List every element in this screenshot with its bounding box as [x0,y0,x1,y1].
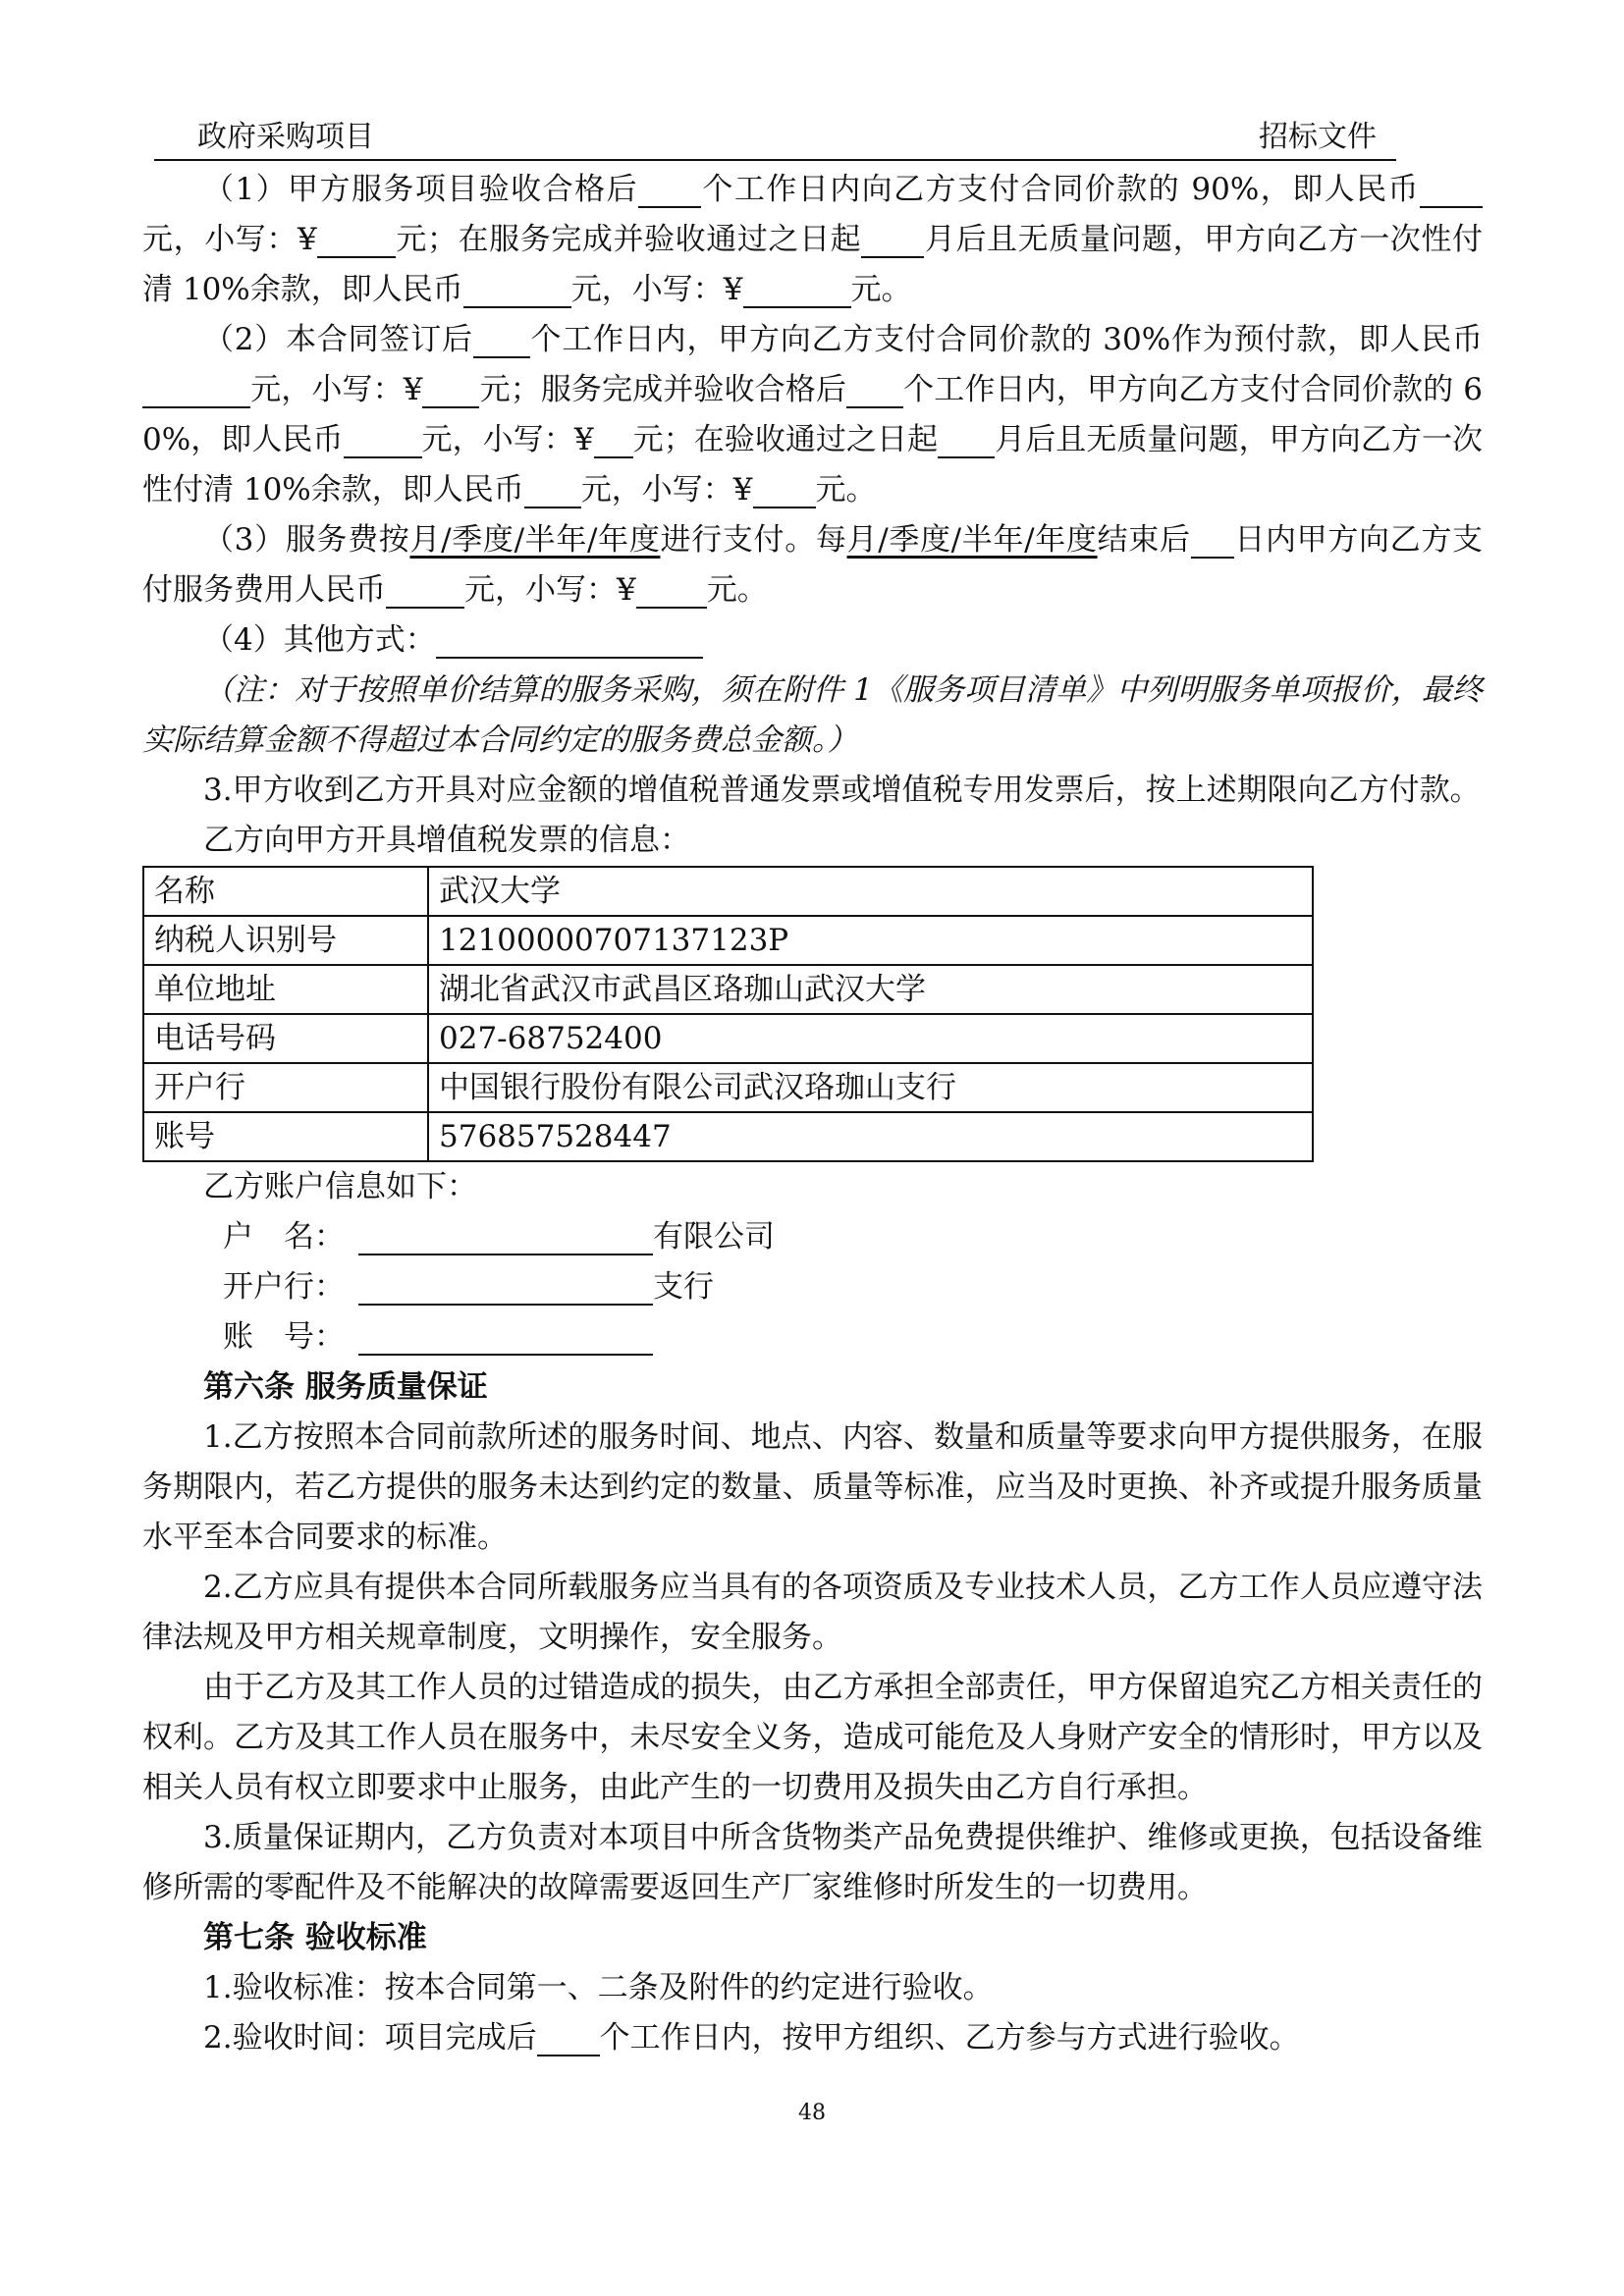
payment-option-4: （4）其他方式： [142,615,1483,666]
blank-field[interactable] [846,374,903,408]
blank-field[interactable] [1420,174,1483,208]
table-value: 武汉大学 [428,867,1313,916]
blank-field[interactable] [422,374,479,408]
blank-field[interactable] [142,374,250,408]
payment-option-1: （1）甲方服务项目验收合格后 个工作日内向乙方支付合同价款的 90%，即人民币元，小写：¥ 元；在服务完成并验收通过之日起 月后且无质量问题，甲方向乙方一次性付清 10%余款，即人民币 元，小写：¥ 元。 [142,172,1484,307]
blank-field[interactable] [1191,524,1234,559]
table-key: 账号 [143,1112,428,1161]
blank-field[interactable] [344,424,422,458]
blank-field[interactable] [743,274,851,308]
table-key: 单位地址 [143,965,428,1014]
page-number: 48 [798,2101,826,2125]
table-row [143,1014,1313,1063]
header-doc-type: 招标文件 [1259,120,1377,154]
table-key: 名称 [143,867,428,916]
table-row [143,916,1313,965]
article-6-clause-1: 1.乙方按照本合同前款所述的服务时间、地点、内容、数量和质量等要求向甲方提供服务，在服务期限内，若乙方提供的服务未达到约定的数量、质量等标准，应当及时更换、补齐或提升服务质量水平至本合同要求的标准。 [142,1419,1483,1555]
account-number-line: 账 号： [142,1312,1483,1362]
blank-field[interactable] [594,424,633,458]
account-intro: 乙方账户信息如下： [203,1169,477,1204]
article-6-clause-2: 2.乙方应具有提供本合同所载服务应当具有的各项资质及专业技术人员，乙方工作人员应遵守法律法规及甲方相关规章制度，文明操作，安全服务。 [142,1570,1483,1655]
blank-field[interactable] [473,324,530,358]
account-bank-line: 开户行： 支行 [223,1269,714,1305]
blank-field[interactable] [436,624,703,659]
invoice-info-table [142,866,1314,1162]
blank-field[interactable] [753,474,816,508]
invoice-intro: 乙方向甲方开具增值税发票的信息： [203,823,690,858]
unit-price-note: （注：对于按照单价结算的服务采购，须在附件 1《服务项目清单》中列明服务单项报价，最终实际结算金额不得超过本合同约定的服务费总金额。） [142,672,1483,758]
article-7-title: 第七条 验收标准 [203,1920,427,1955]
invoice-clause: 3.甲方收到乙方开具对应金额的增值税普通发票或增值税专用发票后，按上述期限向乙方付款。 [203,773,1481,808]
table-value: 576857528447 [428,1112,1313,1161]
blank-field[interactable] [463,274,571,308]
blank-field[interactable] [636,574,707,609]
account-name-field[interactable] [358,1221,653,1255]
blank-field[interactable] [638,174,701,208]
header-project-type: 政府采购项目 [197,120,374,154]
table-key: 纳税人识别号 [143,916,428,965]
blank-field[interactable] [861,224,924,258]
account-number-field[interactable] [358,1321,653,1356]
table-value: 中国银行股份有限公司武汉珞珈山支行 [428,1063,1313,1112]
blank-field[interactable] [938,424,995,458]
table-key: 电话号码 [143,1014,428,1063]
blank-field[interactable] [386,574,464,609]
article-6-liability: 由于乙方及其工作人员的过错造成的损失，由乙方承担全部责任，甲方保留追究乙方相关责任的权利。乙方及其工作人员在服务中，未尽安全义务，造成可能危及人身财产安全的情形时，甲方以及相关人员有权立即要求中止服务，由此产生的一切费用及损失由乙方自行承担。 [142,1670,1483,1805]
blank-field[interactable] [524,474,581,508]
article-7-clause-1: 1.验收标准：按本合同第一、二条及附件的约定进行验收。 [203,1970,994,2005]
account-name-line: 户 名： 有限公司 [223,1219,775,1255]
page-header [154,116,1396,161]
account-bank-field[interactable] [358,1271,653,1306]
table-value: 湖北省武汉市武昌区珞珈山武汉大学 [428,965,1313,1014]
article-6-title: 第六条 服务质量保证 [203,1369,488,1405]
table-key: 开户行 [143,1063,428,1112]
table-row [143,867,1313,916]
table-row [143,965,1313,1014]
table-row [143,1063,1313,1112]
table-value: 12100000707137123P [428,916,1313,965]
table-value: 027-68752400 [428,1014,1313,1063]
document-body [142,165,1483,2063]
blank-field[interactable] [317,224,396,258]
period-options-underlined: 月/季度/半年/年度 [409,522,661,558]
payment-option-3: （3）服务费按月/季度/半年/年度进行支付。每月/季度/半年/年度结束后 日内甲方向乙方支付服务费用人民币 元，小写：¥ 元。 [142,522,1484,608]
table-row [143,1112,1313,1161]
blank-field[interactable] [537,2022,600,2056]
article-6-clause-3: 3.质量保证期内，乙方负责对本项目中所含货物类产品免费提供维护、维修或更换，包括设备维修所需的零配件及不能解决的故障需要返回生产厂家维修时所发生的一切费用。 [142,1820,1483,1905]
payment-option-2: （2）本合同签订后 个工作日内，甲方向乙方支付合同价款的 30%作为预付款，即人民币元，小写：¥ 元；服务完成并验收合格后 个工作日内，甲方向乙方支付合同价款的 60%，即人民币 元，小写：¥ 元；在验收通过之日起 月后且无质量问题，甲方向乙方一次性付清 10%余款，即人民币 元，小写：¥ 元。 [142,322,1483,507]
period-options-underlined: 月/季度/半年/年度 [846,522,1098,558]
article-7-clause-2: 2.验收时间：项目完成后 个工作日内，按甲方组织、乙方参与方式进行验收。 [203,2020,1300,2056]
